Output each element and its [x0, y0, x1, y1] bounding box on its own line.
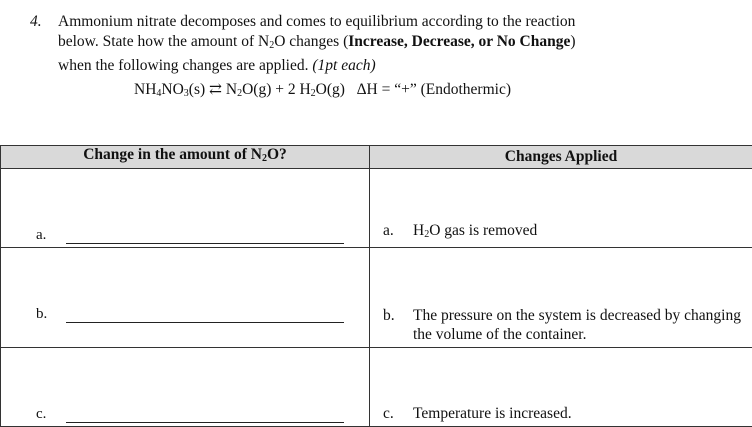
- answer-letter: b.: [36, 306, 66, 323]
- change-letter: b.: [383, 306, 413, 344]
- answer-table: [0, 145, 752, 427]
- question-text-1: Ammonium nitrate decomposes and comes to equilibrium according to the reaction: [58, 13, 575, 30]
- question-block: [30, 12, 730, 76]
- header-change-amount: [1, 146, 370, 169]
- question-text-2a: below. State how the amount of N: [58, 33, 269, 50]
- enthalpy-change: ΔH = “+” (Endothermic): [357, 81, 511, 98]
- question-line-2: [30, 32, 730, 56]
- table-row: [1, 248, 752, 348]
- answer-blank-a[interactable]: [66, 227, 344, 244]
- points-note: (1pt each): [312, 57, 375, 74]
- answer-letter: c.: [36, 406, 66, 423]
- header-changes-applied: Changes Applied: [370, 146, 752, 169]
- change-text-a: $H_2O$ gas is removed: [413, 221, 746, 244]
- header-left-text-end: O?: [267, 146, 287, 163]
- answer-cell-b: [1, 248, 370, 348]
- change-text-c: Temperature is increased.: [413, 404, 746, 423]
- question-text-2c: ): [570, 33, 575, 50]
- equilibrium-arrow-icon: ⇄: [209, 81, 222, 98]
- change-cell-a: [370, 169, 752, 248]
- change-letter: c.: [383, 404, 413, 423]
- reaction-equation: [134, 80, 511, 99]
- answer-blank-c[interactable]: [66, 406, 344, 423]
- question-line-1: [30, 12, 730, 32]
- reactant: $NH_4NO_3(s)$: [134, 81, 205, 98]
- subscript-2: 2: [269, 40, 274, 51]
- answer-choices: Increase, Decrease, or No Change: [348, 33, 570, 50]
- change-text-b: The pressure on the system is decreased by changing the volume of the container.: [413, 306, 746, 344]
- question-text-2b: O changes (: [274, 33, 348, 50]
- answer-cell-a: [1, 169, 370, 248]
- table-row: [1, 169, 752, 248]
- question-text-3: when the following changes are applied.: [58, 57, 312, 74]
- question-line-3: [30, 56, 730, 76]
- table-row: [1, 348, 752, 427]
- change-cell-c: [370, 348, 752, 427]
- answer-letter: a.: [36, 227, 66, 244]
- header-left-text: Change in the amount of N: [83, 146, 262, 163]
- change-letter: a.: [383, 221, 413, 244]
- answer-blank-b[interactable]: [66, 306, 344, 323]
- products: $N_2O(g) + 2$ $H_2O(g)$: [226, 81, 345, 98]
- question-number: 4.: [30, 12, 58, 32]
- header-subscript: 2: [262, 153, 267, 164]
- answer-cell-c: [1, 348, 370, 427]
- change-cell-b: [370, 248, 752, 348]
